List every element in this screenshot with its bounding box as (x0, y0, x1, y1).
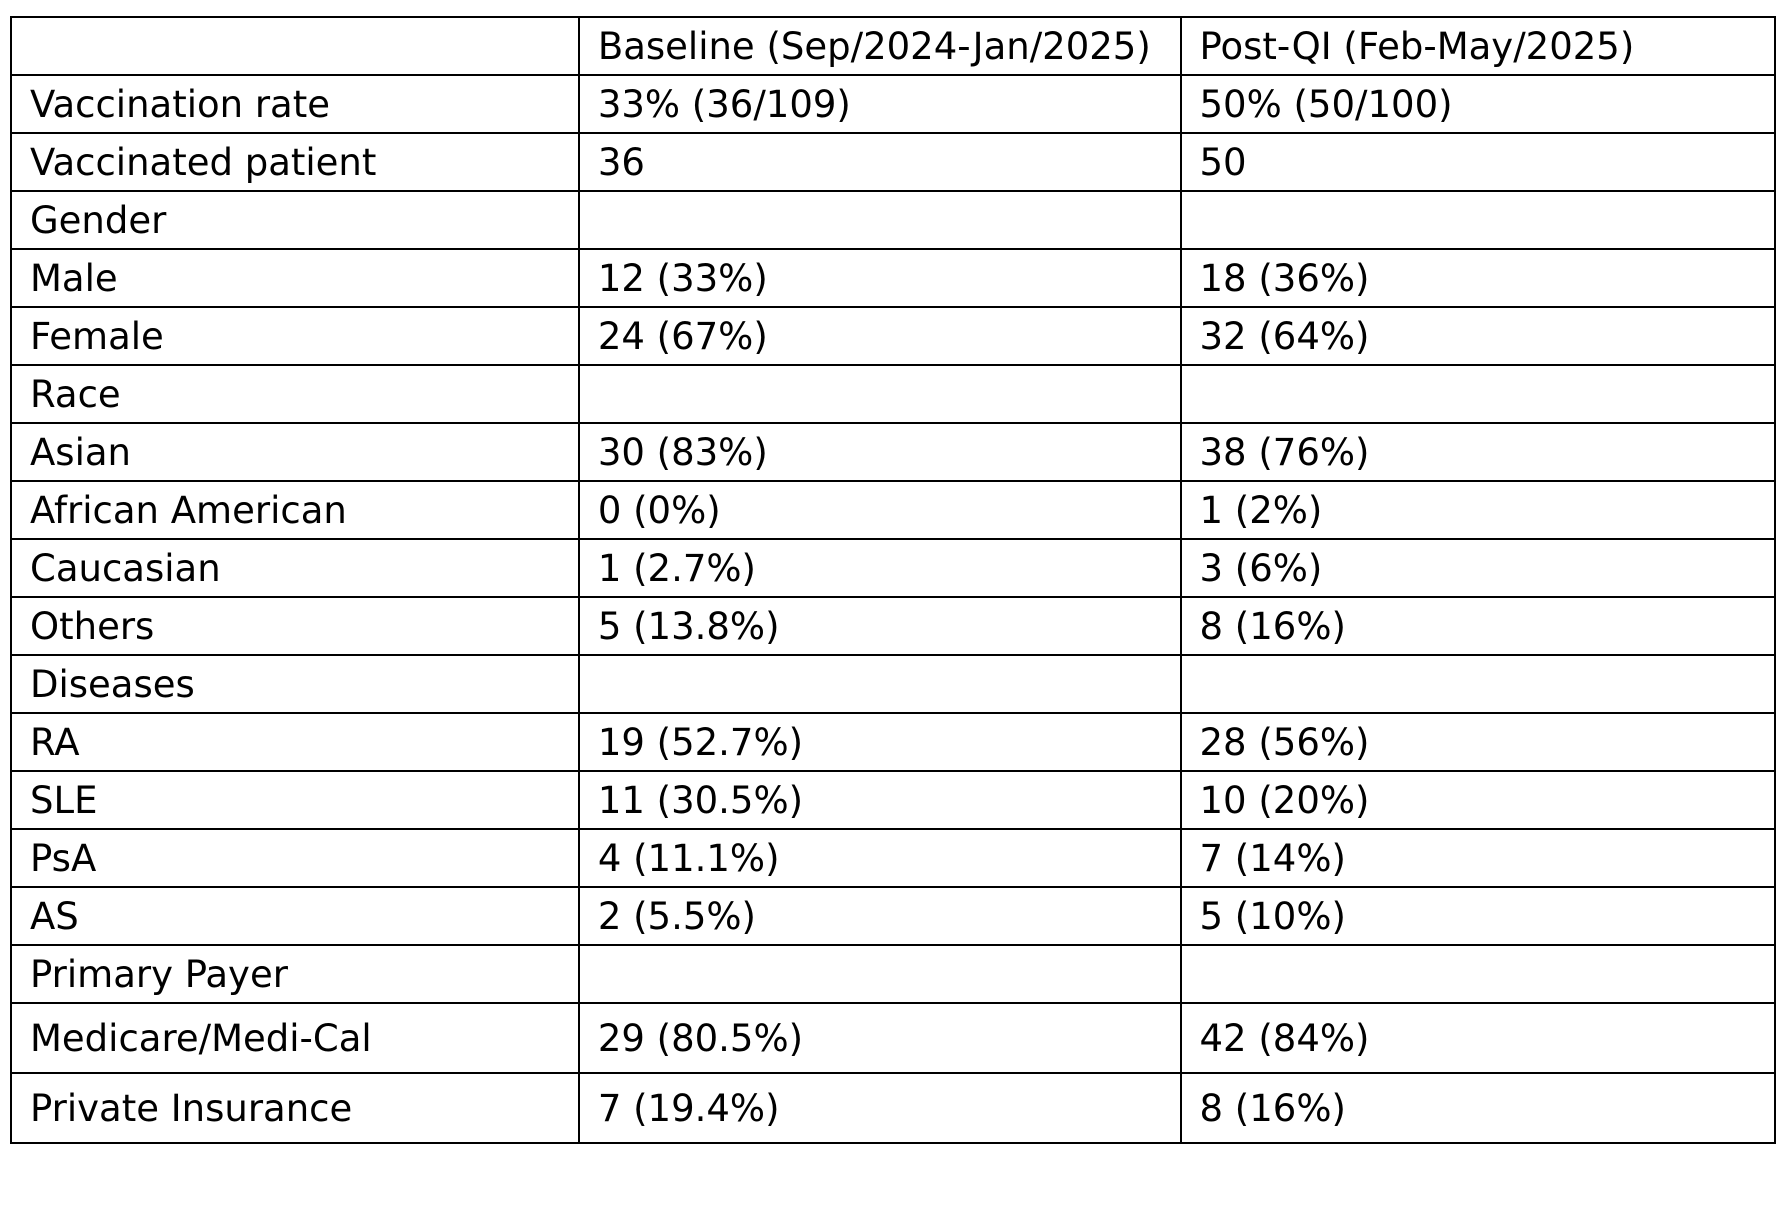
row-label: Male (11, 249, 579, 307)
post-qi-value: 7 (14%) (1181, 829, 1776, 887)
post-qi-value: 18 (36%) (1181, 249, 1776, 307)
post-qi-value: 50 (1181, 133, 1776, 191)
table-row (11, 133, 1775, 191)
post-qi-value: 42 (84%) (1181, 1003, 1776, 1073)
baseline-value: 24 (67%) (579, 307, 1181, 365)
baseline-value: 1 (2.7%) (579, 539, 1181, 597)
post-qi-value (1181, 945, 1776, 1003)
baseline-value: 30 (83%) (579, 423, 1181, 481)
baseline-value (579, 655, 1181, 713)
baseline-value (579, 365, 1181, 423)
table-row (11, 771, 1775, 829)
section-label: Gender (11, 191, 579, 249)
section-label: Primary Payer (11, 945, 579, 1003)
post-qi-value: 1 (2%) (1181, 481, 1776, 539)
table-row (11, 829, 1775, 887)
row-label: Medicare/Medi-Cal (11, 1003, 579, 1073)
post-qi-value (1181, 655, 1776, 713)
table-row (11, 539, 1775, 597)
header-baseline: Baseline (Sep/2024-Jan/2025) (579, 17, 1181, 75)
section-row (11, 945, 1775, 1003)
table-row (11, 307, 1775, 365)
baseline-value: 36 (579, 133, 1181, 191)
table-row (11, 1073, 1775, 1143)
baseline-value: 4 (11.1%) (579, 829, 1181, 887)
table-row (11, 597, 1775, 655)
table-row (11, 887, 1775, 945)
row-label: SLE (11, 771, 579, 829)
row-label: Vaccination rate (11, 75, 579, 133)
table-row (11, 1003, 1775, 1073)
row-label: Female (11, 307, 579, 365)
baseline-value: 12 (33%) (579, 249, 1181, 307)
baseline-value: 2 (5.5%) (579, 887, 1181, 945)
baseline-value: 0 (0%) (579, 481, 1181, 539)
header-empty-cell (11, 17, 579, 75)
row-label: Caucasian (11, 539, 579, 597)
table-row (11, 75, 1775, 133)
post-qi-value: 3 (6%) (1181, 539, 1776, 597)
post-qi-value: 5 (10%) (1181, 887, 1776, 945)
post-qi-value: 10 (20%) (1181, 771, 1776, 829)
row-label: Private Insurance (11, 1073, 579, 1143)
header-post-qi: Post-QI (Feb-May/2025) (1181, 17, 1776, 75)
baseline-value: 5 (13.8%) (579, 597, 1181, 655)
section-row (11, 191, 1775, 249)
post-qi-value: 8 (16%) (1181, 597, 1776, 655)
row-label: African American (11, 481, 579, 539)
section-label: Race (11, 365, 579, 423)
section-row (11, 655, 1775, 713)
post-qi-value (1181, 365, 1776, 423)
baseline-value: 19 (52.7%) (579, 713, 1181, 771)
table-row (11, 423, 1775, 481)
row-label: Others (11, 597, 579, 655)
post-qi-value: 38 (76%) (1181, 423, 1776, 481)
table-row (11, 481, 1775, 539)
post-qi-value: 28 (56%) (1181, 713, 1776, 771)
table-row (11, 713, 1775, 771)
row-label: Asian (11, 423, 579, 481)
post-qi-value (1181, 191, 1776, 249)
comparison-table (10, 16, 1776, 1144)
row-label: Vaccinated patient (11, 133, 579, 191)
baseline-value (579, 945, 1181, 1003)
table-row (11, 249, 1775, 307)
row-label: PsA (11, 829, 579, 887)
post-qi-value: 8 (16%) (1181, 1073, 1776, 1143)
baseline-value (579, 191, 1181, 249)
baseline-value: 7 (19.4%) (579, 1073, 1181, 1143)
section-label: Diseases (11, 655, 579, 713)
row-label: RA (11, 713, 579, 771)
row-label: AS (11, 887, 579, 945)
baseline-value: 11 (30.5%) (579, 771, 1181, 829)
baseline-value: 29 (80.5%) (579, 1003, 1181, 1073)
post-qi-value: 50% (50/100) (1181, 75, 1776, 133)
post-qi-value: 32 (64%) (1181, 307, 1776, 365)
header-row (11, 17, 1775, 75)
section-row (11, 365, 1775, 423)
baseline-value: 33% (36/109) (579, 75, 1181, 133)
